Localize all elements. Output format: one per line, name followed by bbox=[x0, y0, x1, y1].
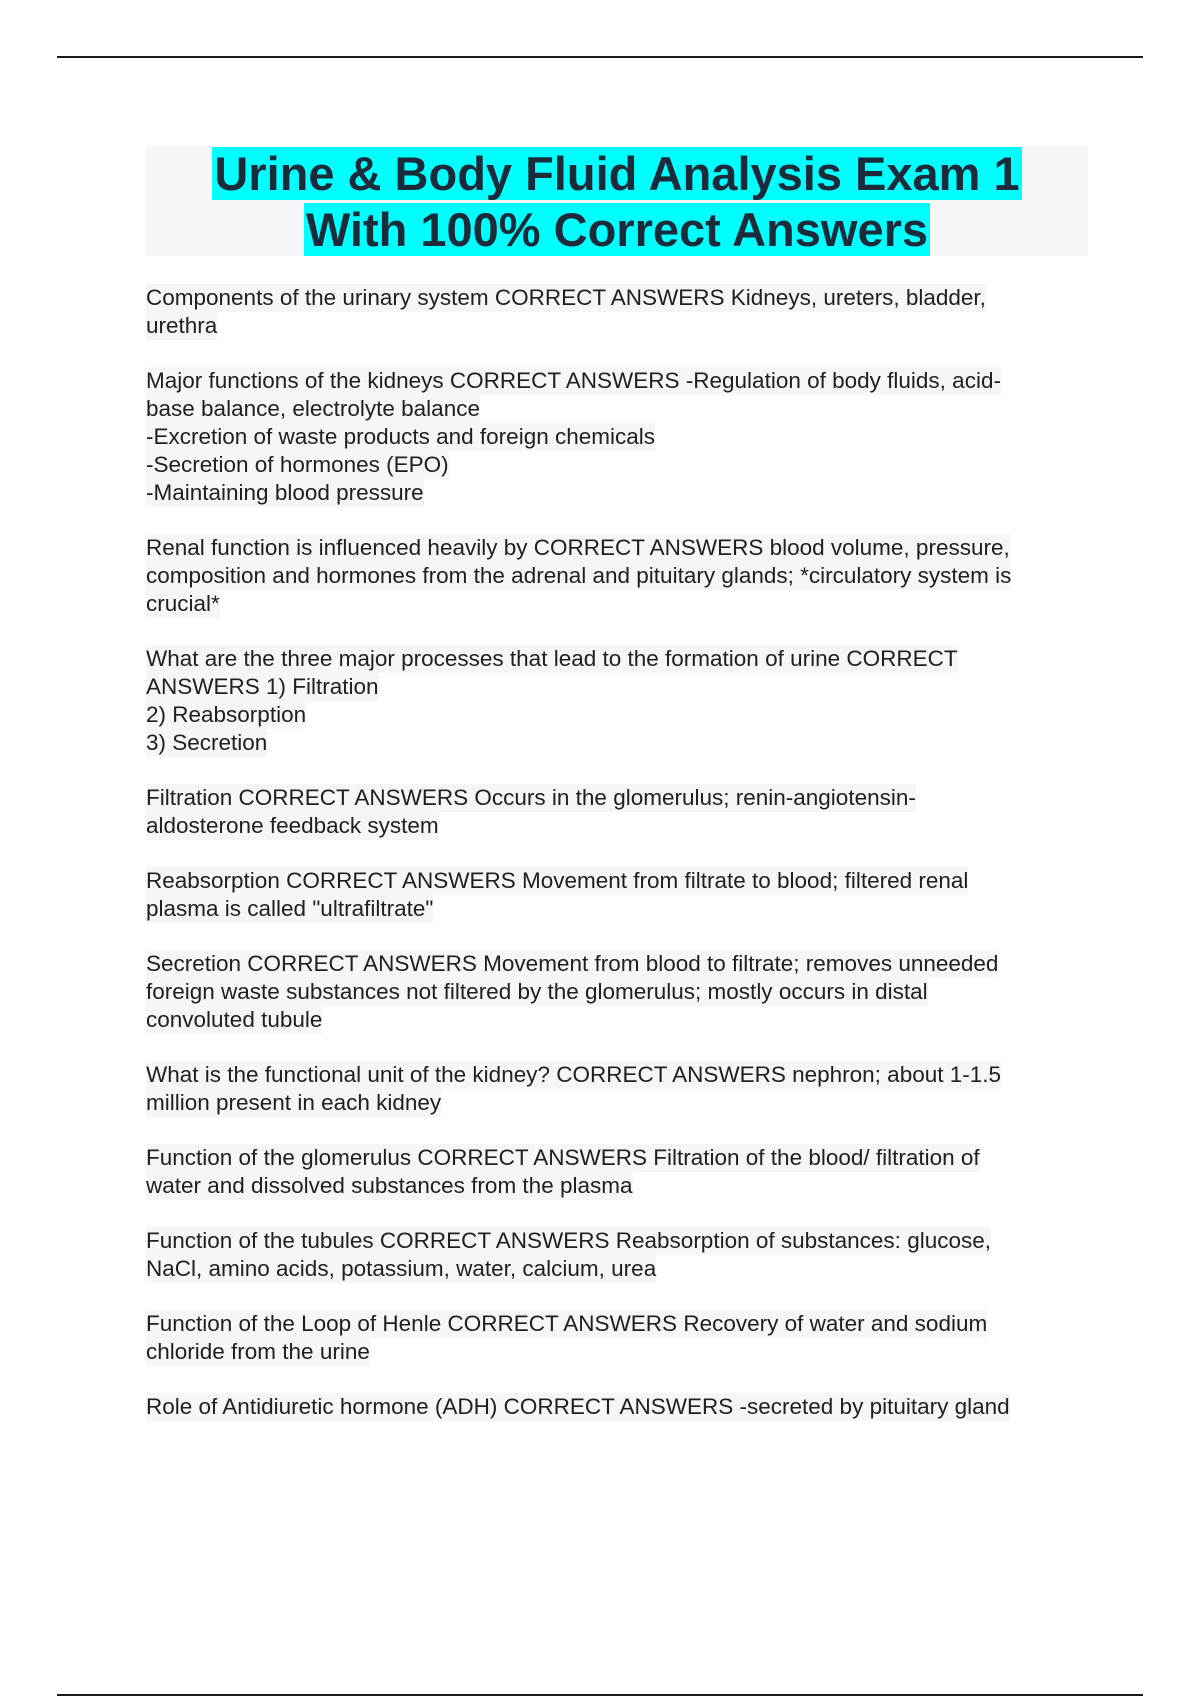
qa-text-line: 3) Secretion bbox=[146, 730, 268, 755]
qa-entry bbox=[146, 645, 1088, 757]
qa-text-line: -Secretion of hormones (EPO) bbox=[146, 452, 449, 477]
qa-text-line: Reabsorption CORRECT ANSWERS Movement from filtrate to blood; filtered renal bbox=[146, 868, 969, 893]
qa-text-line: Filtration CORRECT ANSWERS Occurs in the glomerulus; renin-angiotensin- bbox=[146, 785, 916, 810]
qa-text-line: NaCl, amino acids, potassium, water, calcium, urea bbox=[146, 1256, 657, 1281]
qa-text-line: aldosterone feedback system bbox=[146, 813, 439, 838]
qa-entry bbox=[146, 950, 1088, 1034]
qa-text-line: base balance, electrolyte balance bbox=[146, 396, 480, 421]
qa-text-line: water and dissolved substances from the plasma bbox=[146, 1173, 633, 1198]
qa-entry bbox=[146, 1144, 1088, 1200]
qa-text-line: Components of the urinary system CORRECT ANSWERS Kidneys, ureters, bladder, bbox=[146, 285, 986, 310]
qa-text-line: composition and hormones from the adrenal and pituitary glands; *circulatory system is bbox=[146, 563, 1012, 588]
qa-entry bbox=[146, 284, 1088, 340]
qa-text-line: Role of Antidiuretic hormone (ADH) CORRECT ANSWERS -secreted by pituitary gland bbox=[146, 1394, 1010, 1419]
qa-list bbox=[146, 284, 1088, 1448]
qa-entry bbox=[146, 1310, 1088, 1366]
qa-entry bbox=[146, 1393, 1088, 1421]
qa-entry bbox=[146, 1227, 1088, 1283]
qa-entry bbox=[146, 367, 1088, 507]
qa-text-line: 2) Reabsorption bbox=[146, 702, 307, 727]
qa-text-line: foreign waste substances not filtered by the glomerulus; mostly occurs in distal bbox=[146, 979, 928, 1004]
qa-entry bbox=[146, 784, 1088, 840]
qa-text-line: convoluted tubule bbox=[146, 1007, 323, 1032]
top-rule bbox=[57, 56, 1143, 58]
qa-text-line: -Maintaining blood pressure bbox=[146, 480, 424, 505]
qa-text-line: Secretion CORRECT ANSWERS Movement from blood to filtrate; removes unneeded bbox=[146, 951, 999, 976]
qa-text-line: urethra bbox=[146, 313, 218, 338]
document-title bbox=[146, 146, 1088, 256]
qa-text-line: Function of the Loop of Henle CORRECT ANSWERS Recovery of water and sodium bbox=[146, 1311, 988, 1336]
qa-entry bbox=[146, 867, 1088, 923]
qa-text-line: -Excretion of waste products and foreign chemicals bbox=[146, 424, 655, 449]
qa-text-line: plasma is called "ultrafiltrate" bbox=[146, 896, 434, 921]
qa-text-line: Major functions of the kidneys CORRECT ANSWERS -Regulation of body fluids, acid- bbox=[146, 368, 1001, 393]
qa-text-line: Function of the tubules CORRECT ANSWERS Reabsorption of substances: glucose, bbox=[146, 1228, 991, 1253]
qa-entry bbox=[146, 1061, 1088, 1117]
bottom-rule bbox=[57, 1694, 1143, 1696]
title-line: With 100% Correct Answers bbox=[305, 203, 929, 256]
qa-text-line: crucial* bbox=[146, 591, 220, 616]
qa-text-line: Function of the glomerulus CORRECT ANSWERS Filtration of the blood/ filtration of bbox=[146, 1145, 980, 1170]
qa-text-line: million present in each kidney bbox=[146, 1090, 442, 1115]
qa-text-line: What is the functional unit of the kidney? CORRECT ANSWERS nephron; about 1-1.5 bbox=[146, 1062, 1002, 1087]
qa-text-line: ANSWERS 1) Filtration bbox=[146, 674, 379, 699]
qa-text-line: chloride from the urine bbox=[146, 1339, 370, 1364]
qa-entry bbox=[146, 534, 1088, 618]
qa-text-line: What are the three major processes that lead to the formation of urine CORRECT bbox=[146, 646, 958, 671]
title-line: Urine & Body Fluid Analysis Exam 1 bbox=[214, 147, 1020, 200]
qa-text-line: Renal function is influenced heavily by CORRECT ANSWERS blood volume, pressure, bbox=[146, 535, 1010, 560]
